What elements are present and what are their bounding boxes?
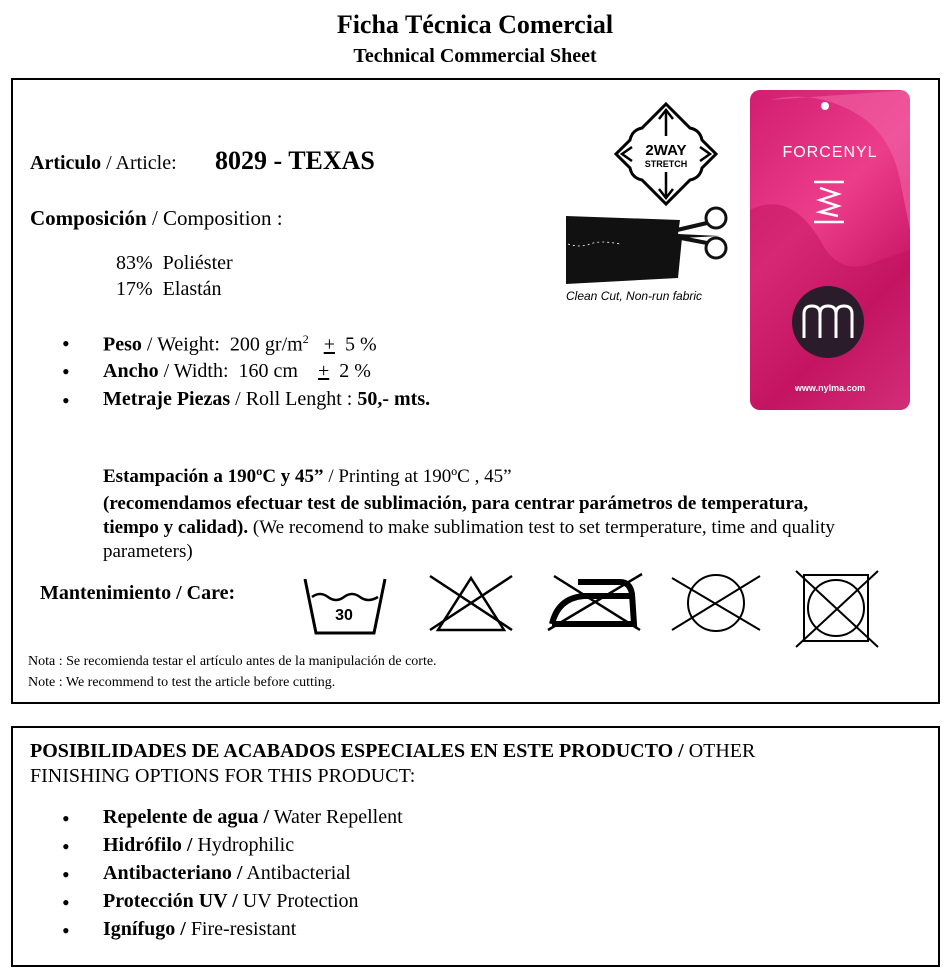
bullet: • [62,331,70,356]
printing-row [103,466,512,488]
tag-artwork [750,90,910,410]
roll-label-en: / Roll Lenght : [235,388,353,410]
finishing-item-es: Protección UV / [103,890,238,912]
width-label-en: / Width: [163,360,229,382]
weight-tolerance-sign: + [323,333,335,356]
tag-url: www.nylma.com [794,383,866,393]
bullet: • [62,388,70,413]
finishing-heading-bold: POSIBILIDADES DE ACABADOS ESPECIALES EN ESTE PRODUCTO / [30,740,684,762]
stretch-line-2: STRETCH [644,159,688,169]
care-label-es: Mantenimiento [40,582,172,604]
no-tumble-dry-icon [670,572,762,634]
no-dry-clean-icon [794,569,880,649]
note-en: Note : We recommend to test the article before cutting. [28,675,336,690]
no-iron-icon [544,572,644,634]
forcenyl-tag [750,90,910,410]
article-label-es: Articulo [30,152,102,174]
tag-brand: FORCENYL [782,144,878,161]
finishing-item [103,806,403,829]
stretch-line-1: 2WAY [645,142,687,159]
care-row [40,582,235,605]
roll-value: 50,- mts. [357,388,431,410]
weight-unit-sup: 2 [302,332,309,346]
scissors-fabric-icon [560,204,740,290]
weight-label-es: Peso [103,333,142,356]
width-label-es: Ancho [103,360,159,382]
weight-tolerance: 5 % [344,333,377,356]
composition-label-es: Composición [30,206,147,230]
finishing-item-es: Antibacteriano / [103,862,243,884]
article-label-en: / Article: [106,152,177,174]
bullet: • [62,806,70,831]
finishing-item [103,890,359,913]
finishing-item-en: Fire-resistant [190,918,297,940]
note-es: Nota : Se recomienda testar el artículo antes de la manipulación de corte. [28,654,437,669]
composition-label-en: / Composition : [151,206,283,230]
finishing-item [103,918,296,941]
care-label-en: / Care: [176,582,236,604]
weight-value: 200 gr/m [229,333,303,356]
no-bleach-icon [426,572,516,634]
page-subtitle: Technical Commercial Sheet [353,45,597,67]
printing-note-bold-2: tiempo y calidad). [103,517,249,538]
composition-fiber: Elastán [162,278,222,300]
article-value: 8029 - TEXAS [215,146,375,175]
bullet: • [62,890,70,915]
finishing-item-en: Hydrophilic [197,834,295,856]
weight-label-en: / Weight: [146,333,220,356]
finishing-item-es: Repelente de agua / [103,806,270,828]
finishing-heading-line2: FINISHING OPTIONS FOR THIS PRODUCT: [30,765,416,787]
finishing-item [103,862,351,885]
finishing-item [103,834,294,857]
article-row [30,152,177,175]
roll-label-es: Metraje Piezas [103,388,231,410]
wash-30-icon [302,575,388,637]
width-row [103,360,371,383]
finishing-item-en: UV Protection [242,890,359,912]
weight-row [103,332,377,357]
bullet: • [62,834,70,859]
bullet: • [62,918,70,943]
width-tolerance: 2 % [339,360,371,382]
wash-temp-label: 30 [335,607,353,624]
bullet: • [62,359,70,384]
clean-cut-caption: Clean Cut, Non-run fabric [566,289,703,303]
composition-item [116,252,233,275]
finishing-item-es: Hidrófilo / [103,834,193,856]
printing-note-en: (We recomend to make sublimation test to set termperature, time and quality [252,517,835,538]
composition-row [30,206,283,231]
printing-note-line [103,517,835,539]
composition-pct: 17% [116,278,153,300]
printing-note-bold: (recomendamos efectuar test de sublimación, para centrar parámetros de temperatura, [103,493,809,514]
printing-note-en-2: parameters) [103,541,193,562]
finishing-item-es: Ignífugo / [103,918,186,940]
width-value: 160 cm [238,360,298,382]
composition-pct: 83% [116,252,153,274]
printing-label-es: Estampación a 190ºC y 45” [103,466,324,487]
composition-item [116,278,222,301]
finishing-item-en: Water Repellent [273,806,403,828]
bullet: • [62,862,70,887]
composition-fiber: Poliéster [162,252,233,274]
finishing-heading [30,740,755,763]
finishing-heading-rest: OTHER [683,740,756,762]
width-tolerance-sign: + [317,360,330,382]
page-title: Ficha Técnica Comercial [336,10,614,39]
finishing-item-en: Antibacterial [246,862,351,884]
two-way-stretch-icon [610,100,722,208]
roll-row [103,388,430,411]
printing-label-en: / Printing at 190ºC , 45” [328,466,512,487]
